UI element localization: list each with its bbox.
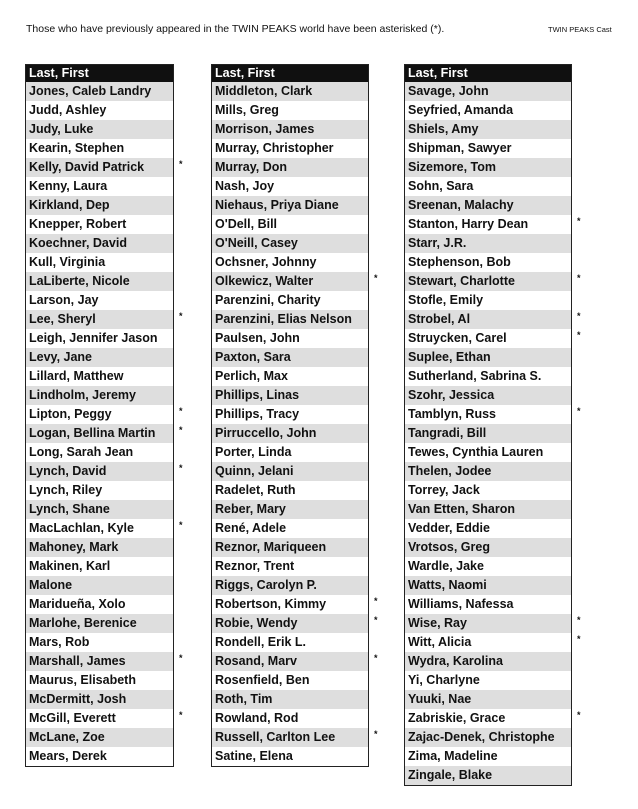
cast-name: Yuuki, Nae: [408, 692, 472, 706]
cast-row: [212, 215, 368, 234]
cast-name: Tangradi, Bill: [408, 426, 487, 440]
cast-row: [212, 291, 368, 310]
cast-row: [405, 500, 571, 519]
cast-row: [405, 747, 571, 766]
cast-name: Rondell, Erik L.: [215, 635, 306, 649]
cast-row: [405, 652, 571, 671]
cast-row: [405, 633, 581, 652]
cast-row: [212, 443, 368, 462]
cast-name: Witt, Alicia: [408, 635, 472, 649]
cast-name: Rowland, Rod: [215, 711, 299, 725]
cast-row: [26, 576, 173, 595]
cast-row: [405, 177, 571, 196]
cast-name: Watts, Naomi: [408, 578, 487, 592]
cast-row: [405, 576, 571, 595]
cast-name: Radelet, Ruth: [215, 483, 296, 497]
cast-name: Middleton, Clark: [215, 84, 313, 98]
cast-row: [405, 310, 581, 329]
cast-name: Thelen, Jodee: [408, 464, 492, 478]
cast-row: [212, 196, 368, 215]
cast-name: Zajac-Denek, Christophe: [408, 730, 555, 744]
cast-name: Roth, Tim: [215, 692, 273, 706]
cast-name: Paulsen, John: [215, 331, 300, 345]
cast-name: Van Etten, Sharon: [408, 502, 515, 516]
cast-row: [212, 652, 378, 671]
asterisk-marker: *: [179, 463, 183, 473]
cast-row: [405, 614, 581, 633]
cast-name: Kirkland, Dep: [29, 198, 110, 212]
cast-name: Maurus, Elisabeth: [29, 673, 136, 687]
cast-name: Ochsner, Johnny: [215, 255, 317, 269]
cast-name: Makinen, Karl: [29, 559, 111, 573]
cast-row: [26, 367, 173, 386]
cast-row: [405, 158, 571, 177]
cast-name: Leigh, Jennifer Jason: [29, 331, 158, 345]
cast-row: [212, 481, 368, 500]
cast-name: Sreenan, Malachy: [408, 198, 514, 212]
asterisk-marker: *: [179, 311, 183, 321]
cast-row: [212, 709, 368, 728]
cast-row: [26, 272, 173, 291]
cast-row: [26, 671, 173, 690]
cast-name: Strobel, Al: [408, 312, 471, 326]
cast-name: Kearin, Stephen: [29, 141, 125, 155]
asterisk-marker: *: [179, 710, 183, 720]
cast-name: Parenzini, Elias Nelson: [215, 312, 352, 326]
cast-row: [26, 614, 173, 633]
cast-row: [26, 690, 173, 709]
cast-row: [212, 614, 378, 633]
cast-row: [26, 633, 173, 652]
cast-row: [26, 253, 173, 272]
cast-row: [212, 519, 368, 538]
cast-row: [26, 177, 173, 196]
cast-name: Lindholm, Jeremy: [29, 388, 136, 402]
cast-name: McDermitt, Josh: [29, 692, 127, 706]
cast-row: [212, 82, 368, 101]
cast-name: Vrotsos, Greg: [408, 540, 490, 554]
cast-name: Kenny, Laura: [29, 179, 108, 193]
asterisk-marker: *: [577, 216, 581, 226]
cast-name: McGill, Everett: [29, 711, 116, 725]
cast-row: [26, 424, 183, 443]
cast-name: McLane, Zoe: [29, 730, 105, 744]
cast-row: [212, 462, 368, 481]
cast-row: [405, 253, 571, 272]
cast-name: Phillips, Tracy: [215, 407, 300, 421]
cast-row: [212, 405, 368, 424]
cast-name: Pirruccello, John: [215, 426, 317, 440]
cast-name: Long, Sarah Jean: [29, 445, 134, 459]
cast-name: Zingale, Blake: [408, 768, 493, 782]
cast-name: Savage, John: [408, 84, 489, 98]
cast-row: [212, 120, 368, 139]
cast-row: [405, 348, 571, 367]
cast-name: Russell, Carlton Lee: [215, 730, 336, 744]
cast-row: [212, 234, 368, 253]
cast-name: Jones, Caleb Landry: [29, 84, 152, 98]
column-header: Last, First: [26, 65, 173, 82]
cast-name: Quinn, Jelani: [215, 464, 294, 478]
asterisk-marker: *: [374, 273, 378, 283]
cast-row: [26, 443, 173, 462]
document-tag: TWIN PEAKS Cast: [548, 25, 612, 34]
cast-name: Shipman, Sawyer: [408, 141, 512, 155]
cast-name: MacLachlan, Kyle: [29, 521, 134, 535]
cast-table-1: [25, 64, 183, 767]
cast-name: Torrey, Jack: [408, 483, 480, 497]
asterisk-marker: *: [374, 596, 378, 606]
cast-row: [405, 386, 571, 405]
cast-name: O'Dell, Bill: [215, 217, 278, 231]
cast-name: Tamblyn, Russ: [408, 407, 496, 421]
cast-name: Rosenfield, Ben: [215, 673, 310, 687]
cast-name: Olkewicz, Walter: [215, 274, 314, 288]
cast-row: [26, 386, 173, 405]
cast-name: Lipton, Peggy: [29, 407, 112, 421]
cast-row: [26, 196, 173, 215]
cast-row: [405, 462, 571, 481]
cast-name: Kelly, David Patrick: [29, 160, 145, 174]
cast-name: Stanton, Harry Dean: [408, 217, 529, 231]
cast-name: Rosand, Marv: [215, 654, 297, 668]
cast-row: [212, 633, 368, 652]
cast-name: Szohr, Jessica: [408, 388, 495, 402]
cast-row: [26, 500, 173, 519]
cast-row: [212, 329, 368, 348]
cast-row: [26, 120, 173, 139]
cast-row: [26, 462, 183, 481]
cast-name: Malone: [29, 578, 73, 592]
cast-name: Reznor, Trent: [215, 559, 295, 573]
cast-row: [26, 709, 183, 728]
cast-name: Struycken, Carel: [408, 331, 507, 345]
cast-name: Wise, Ray: [408, 616, 467, 630]
cast-table-3: [404, 64, 581, 786]
cast-row: [26, 652, 183, 671]
cast-name: Vedder, Eddie: [408, 521, 490, 535]
asterisk-marker: *: [577, 615, 581, 625]
cast-name: Larson, Jay: [29, 293, 99, 307]
cast-row: [26, 481, 173, 500]
cast-name: Mears, Derek: [29, 749, 107, 763]
asterisk-marker: *: [179, 425, 183, 435]
cast-row: [26, 291, 173, 310]
cast-row: [212, 557, 368, 576]
cast-name: Maridueña, Xolo: [29, 597, 126, 611]
cast-name: Lynch, Riley: [29, 483, 103, 497]
cast-name: Yi, Charlyne: [408, 673, 480, 687]
cast-name: Judd, Ashley: [29, 103, 107, 117]
cast-row: [405, 519, 571, 538]
cast-name: Logan, Bellina Martin: [29, 426, 156, 440]
cast-row: [405, 405, 581, 424]
cast-name: Mahoney, Mark: [29, 540, 119, 554]
cast-name: Marshall, James: [29, 654, 126, 668]
cast-name: Lillard, Matthew: [29, 369, 124, 383]
asterisk-marker: *: [577, 330, 581, 340]
cast-row: [26, 405, 183, 424]
asterisk-marker: *: [374, 653, 378, 663]
cast-row: [26, 519, 183, 538]
cast-name: Niehaus, Priya Diane: [215, 198, 339, 212]
cast-name: Morrison, James: [215, 122, 315, 136]
cast-row: [405, 272, 581, 291]
cast-row: [405, 595, 571, 614]
asterisk-marker: *: [577, 634, 581, 644]
cast-name: Parenzini, Charity: [215, 293, 321, 307]
asterisk-marker: *: [179, 406, 183, 416]
cast-name: Williams, Nafessa: [408, 597, 514, 611]
cast-row: [405, 443, 571, 462]
cast-row: [405, 538, 571, 557]
cast-row: [405, 291, 571, 310]
cast-name: Lynch, Shane: [29, 502, 110, 516]
cast-row: [212, 272, 378, 291]
cast-row: [212, 500, 368, 519]
asterisk-marker: *: [374, 615, 378, 625]
cast-row: [212, 101, 368, 120]
cast-name: Judy, Luke: [29, 122, 94, 136]
cast-name: Sutherland, Sabrina S.: [408, 369, 542, 383]
cast-row: [26, 101, 173, 120]
cast-row: [405, 82, 571, 101]
cast-row: [405, 234, 571, 253]
cast-name: Robie, Wendy: [215, 616, 298, 630]
cast-row: [405, 728, 571, 747]
cast-column-3: [404, 64, 581, 786]
cast-name: Mars, Rob: [29, 635, 90, 649]
cast-row: [405, 329, 581, 348]
asterisk-marker: *: [577, 710, 581, 720]
cast-name: Kull, Virginia: [29, 255, 106, 269]
cast-row: [26, 139, 173, 158]
cast-row: [212, 538, 368, 557]
column-header: Last, First: [405, 65, 571, 82]
cast-row: [26, 348, 173, 367]
cast-row: [212, 348, 368, 367]
asterisk-marker: *: [179, 159, 183, 169]
cast-name: LaLiberte, Nicole: [29, 274, 130, 288]
cast-name: Reznor, Mariqueen: [215, 540, 327, 554]
cast-column-2: [211, 64, 378, 767]
cast-row: [26, 728, 173, 747]
cast-name: Zima, Madeline: [408, 749, 498, 763]
cast-row: [26, 310, 183, 329]
cast-row: [405, 481, 571, 500]
cast-name: Porter, Linda: [215, 445, 292, 459]
cast-name: Paxton, Sara: [215, 350, 291, 364]
cast-name: Perlich, Max: [215, 369, 288, 383]
cast-table-2: [211, 64, 378, 767]
cast-name: Stofle, Emily: [408, 293, 484, 307]
cast-name: Sohn, Sara: [408, 179, 474, 193]
cast-row: [26, 747, 173, 766]
cast-name: Murray, Christopher: [215, 141, 334, 155]
cast-row: [212, 310, 368, 329]
cast-name: Knepper, Robert: [29, 217, 127, 231]
cast-name: Phillips, Linas: [215, 388, 300, 402]
cast-name: Murray, Don: [215, 160, 287, 174]
cast-name: Reber, Mary: [215, 502, 286, 516]
cast-name: Mills, Greg: [215, 103, 279, 117]
cast-name: Satine, Elena: [215, 749, 293, 763]
cast-row: [405, 671, 571, 690]
asterisk-marker: *: [179, 653, 183, 663]
cast-row: [405, 196, 571, 215]
cast-row: [405, 101, 571, 120]
cast-row: [405, 709, 581, 728]
cast-name: Wardle, Jake: [408, 559, 484, 573]
cast-row: [212, 386, 368, 405]
cast-row: [405, 120, 571, 139]
cast-name: Lynch, David: [29, 464, 107, 478]
asterisk-marker: *: [374, 729, 378, 739]
cast-row: [405, 215, 581, 234]
cast-name: Nash, Joy: [215, 179, 275, 193]
cast-row: [212, 595, 378, 614]
cast-name: Levy, Jane: [29, 350, 93, 364]
cast-name: Riggs, Carolyn P.: [215, 578, 317, 592]
cast-name: O'Neill, Casey: [215, 236, 298, 250]
cast-column-1: [25, 64, 183, 767]
cast-name: Wydra, Karolina: [408, 654, 503, 668]
cast-row: [26, 538, 173, 557]
cast-name: René, Adele: [215, 521, 287, 535]
cast-row: [26, 215, 173, 234]
cast-row: [212, 576, 368, 595]
cast-row: [212, 139, 368, 158]
cast-row: [405, 139, 571, 158]
cast-row: [405, 690, 571, 709]
cast-row: [405, 557, 571, 576]
cast-row: [212, 367, 368, 386]
cast-name: Marlohe, Berenice: [29, 616, 137, 630]
cast-row: [26, 595, 173, 614]
cast-row: [405, 424, 571, 443]
cast-row: [212, 690, 368, 709]
cast-name: Koechner, David: [29, 236, 127, 250]
cast-name: Seyfried, Amanda: [408, 103, 514, 117]
cast-name: Starr, J.R.: [408, 236, 467, 250]
cast-name: Zabriskie, Grace: [408, 711, 506, 725]
cast-row: [26, 82, 173, 101]
column-header: Last, First: [212, 65, 368, 82]
asterisk-marker: *: [179, 520, 183, 530]
asterisk-marker: *: [577, 406, 581, 416]
cast-row: [26, 557, 173, 576]
cast-name: Suplee, Ethan: [408, 350, 491, 364]
cast-row: [212, 424, 368, 443]
cast-row: [212, 671, 368, 690]
cast-row: [26, 234, 173, 253]
cast-name: Sizemore, Tom: [408, 160, 496, 174]
cast-name: Lee, Sheryl: [29, 312, 96, 326]
cast-name: Stewart, Charlotte: [408, 274, 515, 288]
cast-row: [212, 253, 368, 272]
cast-row: [26, 329, 173, 348]
cast-name: Robertson, Kimmy: [215, 597, 327, 611]
cast-row: [212, 747, 368, 766]
cast-row: [405, 367, 571, 386]
cast-row: [26, 158, 183, 177]
cast-name: Stephenson, Bob: [408, 255, 511, 269]
asterisk-marker: *: [577, 311, 581, 321]
cast-row: [212, 158, 368, 177]
cast-name: Tewes, Cynthia Lauren: [408, 445, 544, 459]
cast-row: [212, 177, 368, 196]
cast-row: [405, 766, 571, 785]
asterisk-marker: *: [577, 273, 581, 283]
asterisk-note: Those who have previously appeared in the TWIN PEAKS world have been asterisked (*).: [26, 23, 445, 35]
cast-row: [212, 728, 378, 747]
cast-name: Shiels, Amy: [408, 122, 479, 136]
